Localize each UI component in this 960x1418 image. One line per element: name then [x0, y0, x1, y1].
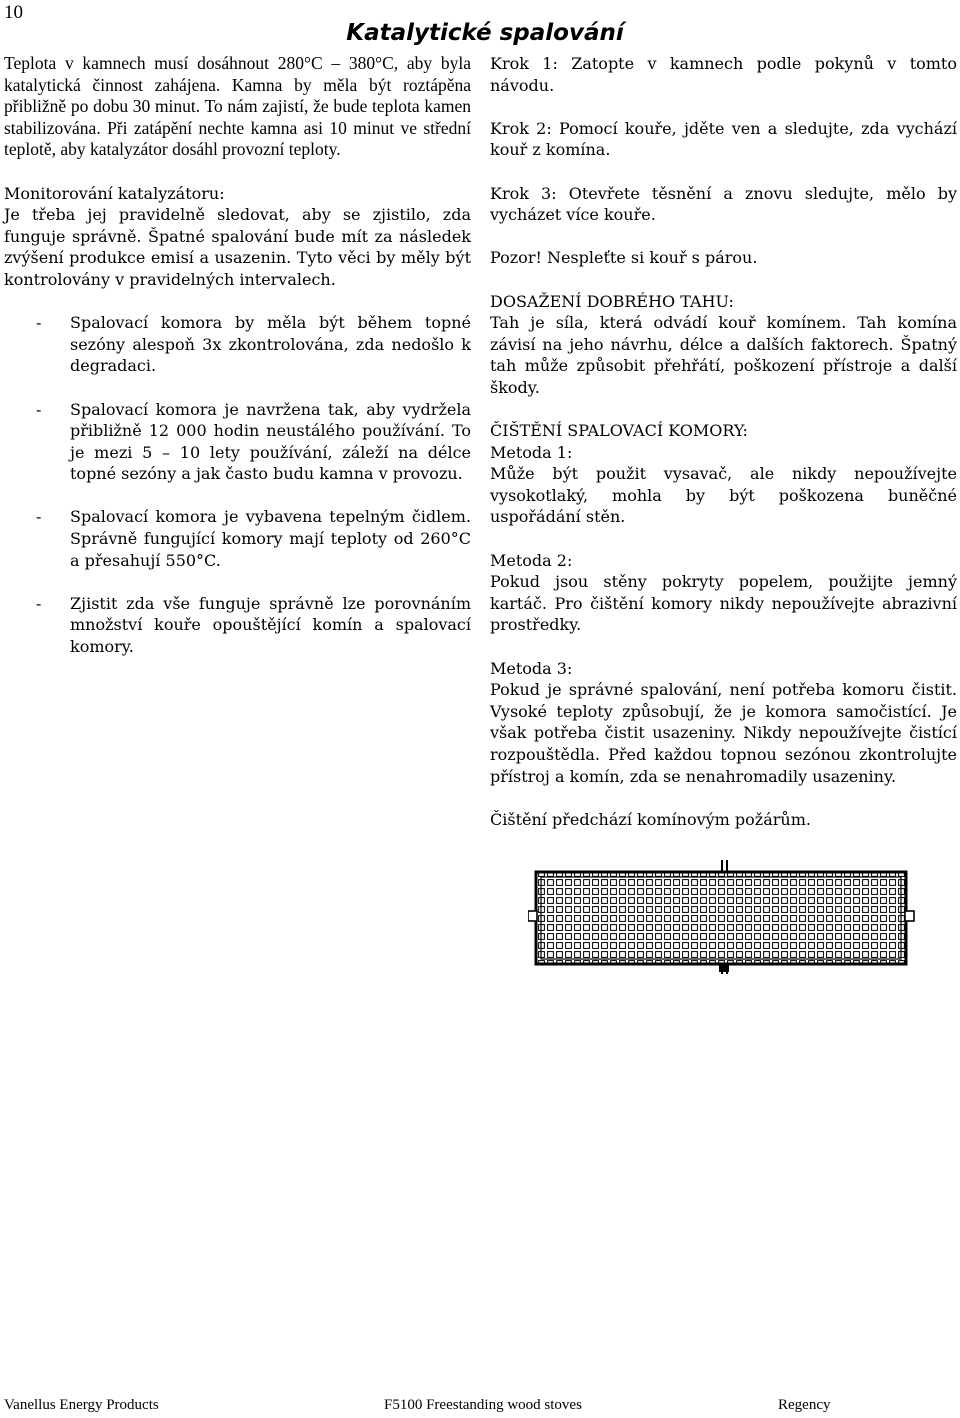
footer-company: Vanellus Energy Products	[4, 1397, 159, 1413]
intro-paragraph: Teplota v kamnech musí dosáhnout 280°C – 380°C, aby byla katalytická činnost zahájena. Kamna by měla být roztápěna přibližně po dobu 30 minut. To nám zajistí, že bude teplota kamen stabilizována. Při zatápění nechte kamna asi 10 minut ve střední teplotě, aby katalyzátor dosáhl provozní teploty.	[4, 53, 471, 160]
catalyst-combustor-illustration	[528, 860, 918, 975]
method-2-text: Pokud jsou stěny pokryty popelem, použijte jemný kartáč. Pro čištění komory nikdy nepoužívejte abrazivní prostředky.	[490, 572, 957, 635]
bullet-dash: -	[36, 313, 42, 333]
list-item	[4, 593, 471, 658]
method-3-text: Pokud je správné spalování, není potřeba komoru čistit. Vysoké teploty způsobují, že je komora samočistící. Je však potřeba čistit usazeniny. Nikdy nepoužívejte čistící rozpouštědla. Před každou topnou sezónou zkontrolujte přístroj a komín, zda se nenahromadily usazeniny.	[490, 680, 957, 786]
monitoring-heading: Monitorování katalyzátoru:	[4, 183, 225, 203]
step-2-text: Krok 2: Pomocí kouře, jděte ven a sledujte, zda vychází kouř z komína.	[490, 118, 957, 160]
page-title: Katalytické spalování	[346, 20, 624, 46]
list-item	[4, 312, 471, 377]
bullet-dash: -	[36, 593, 42, 613]
method-2-label: Metoda 2:	[490, 550, 573, 570]
bullet-text: Spalovací komora je vybavena tepelným čidlem. Správně fungující komory mají teploty od 260°C a přesahují 550°C.	[70, 507, 471, 570]
step-1-text: Krok 1: Zatopte v kamnech podle pokynů v tomto návodu.	[490, 54, 957, 95]
footer-product: F5100 Freestanding wood stoves	[384, 1397, 582, 1413]
bullet-dash: -	[36, 399, 42, 419]
method-3-label: Metoda 3:	[490, 658, 573, 678]
monitoring-paragraph: Je třeba jej pravidelně sledovat, aby se zjistilo, zda funguje správně. Špatné spalování bude mít za následek zvýšení produkce emisí a usazenin. Tyto věci by měly být kontrolovány v pravidelných intervalech.	[4, 205, 471, 289]
cleaning-heading: ČIŠTĚNÍ SPALOVACÍ KOMORY:	[490, 421, 748, 441]
page-number: 10	[4, 2, 23, 23]
draft-heading: DOSAŽENÍ DOBRÉHO TAHU:	[490, 291, 734, 311]
bullet-dash: -	[36, 507, 42, 527]
left-column	[4, 53, 471, 658]
right-column	[490, 53, 957, 830]
method-1-label: Metoda 1:	[490, 442, 573, 462]
closing-text: Čištění předchází komínovým požárům.	[490, 809, 811, 829]
warning-text: Pozor! Nespleťte si kouř s párou.	[490, 248, 758, 268]
bullet-text: Zjistit zda vše funguje správně lze porovnáním množství kouře opouštějící komín a spalovací komory.	[70, 593, 471, 657]
step-3-text: Krok 3: Otevřete těsnění a znovu sledujte, mělo by vycházet více kouře.	[490, 183, 957, 225]
draft-paragraph: Tah je síla, která odvádí kouř komínem. Tah komína závisí na jeho návrhu, délce a dalších faktorech. Špatný tah může způsobit přehřátí, poškození přístroje a další škody.	[490, 313, 957, 397]
method-1-text: Může být použit vysavač, ale nikdy nepoužívejte vysokotlaký, mohla by být poškozena buněčné uspořádání stěn.	[490, 464, 957, 527]
list-item	[4, 506, 471, 571]
bullet-text: Spalovací komora je navržena tak, aby vydržela přibližně 12 000 hodin neustálého používání. To je mezi 5 – 10 lety používání, záleží na délce topné sezóny a jak často budu kamna v provozu.	[70, 399, 471, 484]
footer-brand: Regency	[778, 1397, 831, 1413]
list-item	[4, 399, 471, 485]
bullet-text: Spalovací komora by měla být během topné sezóny alespoň 3x zkontrolována, zda nedošlo k degradaci.	[70, 313, 471, 376]
